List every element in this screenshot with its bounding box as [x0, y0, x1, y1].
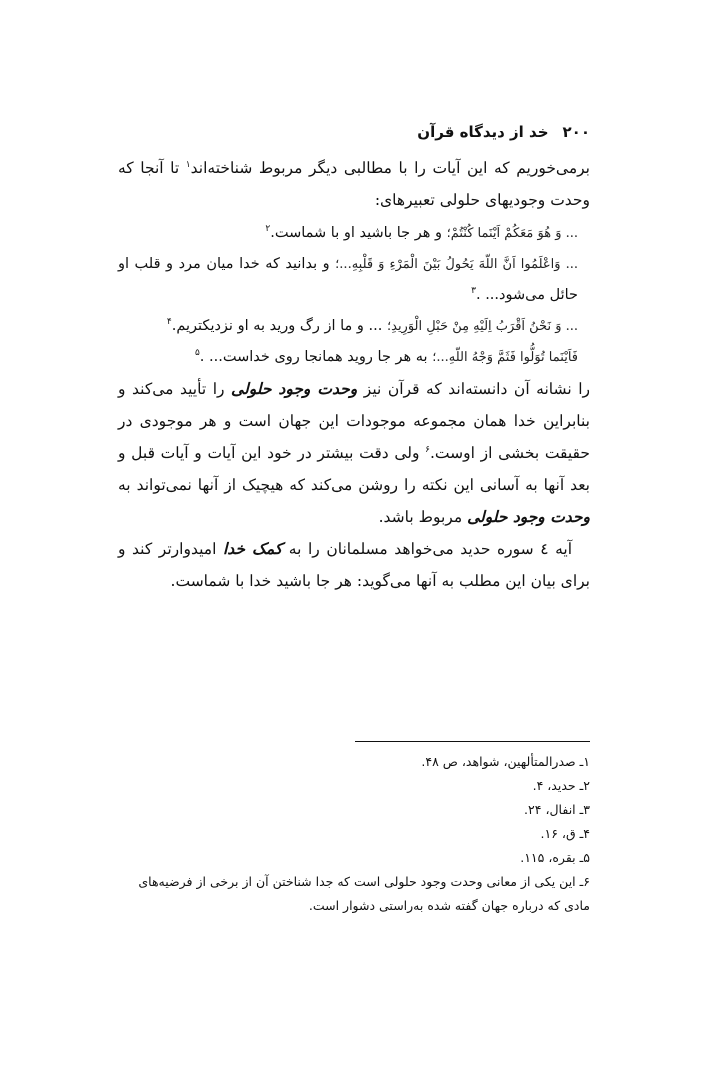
intro-text-a: برمی‌خوریم که این آیات را با مطالبی دیگر مربوط شناخته‌اند: [190, 159, 590, 177]
quote-2: [118, 249, 590, 311]
footnote-3: ۳ـ انفال، ۲۴.: [524, 802, 590, 817]
running-header: [118, 118, 590, 146]
footnote-ref-3: ۳: [471, 286, 476, 297]
footnote-1: ۱ـ صدرالمتألهین، شواهد، ص ۴۸.: [421, 754, 590, 769]
para2-emphasis-1: وحدت وجود حلولی: [231, 379, 358, 398]
para2-b: را تأیید می‌کند و بنابراین خدا همان مجموعه موجودات این جهان است و هر موجودی در حقیقت بخشی از اوست.: [118, 380, 590, 462]
quote-4: [118, 342, 590, 373]
footnote-4: ۴ـ ق، ۱۶.: [540, 826, 590, 841]
quote-3: [118, 311, 590, 342]
para3-emphasis: کمک خدا: [222, 539, 283, 558]
footnote-ref-5: ۵: [194, 348, 200, 359]
quote-4-arabic: فَاَيْنَما تُوَلُّوا فَثَمَّ وَجْهُ اللّهِ...؛: [432, 350, 578, 365]
paragraph-3: [118, 533, 590, 597]
footnote-ref-2: ۲: [265, 224, 271, 235]
footnote-divider: [355, 741, 590, 742]
para2-a: را نشانه آن دانسته‌اند که قرآن نیز: [357, 380, 590, 398]
quote-1-arabic: ... وَ هُوَ مَعَكُمْ اَيْنَما كُنْتُمْ؛: [446, 226, 578, 241]
para2-emphasis-2: وحدت وجود حلولی: [467, 507, 590, 526]
quote-3-arabic: ... وَ نَحْنُ اَقْرَبُ اِلَيْهِ مِنْ حَبْلِ الْوَرِيدِ؛: [386, 319, 578, 334]
quote-1-persian: و هر جا باشید او با شماست.: [270, 225, 447, 241]
para3-a: آیه ٤ سوره حدید می‌خواهد مسلمانان را به: [282, 540, 573, 558]
quote-2-arabic: ... وَاعْلَمُوا اَنَّ اللّهَ يَحُولُ بَيْنَ الْمَرْءِ وَ قَلْبِهِ...؛: [335, 257, 578, 272]
running-title: خد از دیدگاه قرآن: [417, 123, 549, 141]
footnotes: [118, 750, 590, 918]
footnote-6: ۶ـ این یکی از معانی وحدت وجود حلولی است که جدا شناختن آن از برخی از فرضیه‌های مادی که درباره جهان گفته شده به‌راستی دشوار است.: [138, 874, 590, 913]
footnote-5: ۵ـ بقره، ۱۱۵.: [520, 850, 590, 865]
footnote-ref-1: ۱: [185, 159, 191, 170]
main-text: [118, 152, 590, 597]
footnote-2: ۲ـ حدید، ۴.: [532, 778, 590, 793]
quote-3-persian: ... و ما از رگ ورید به او نزدیکتریم.: [171, 318, 387, 334]
footnote-ref-4: ۴: [166, 317, 172, 328]
intro-paragraph: [118, 152, 590, 216]
para2-c: ولی دقت بیشتر در خود این آیات و آیات قبل و بعد آنها به آسانی این نکته را روشن می‌کند که هیچیک از آنها نمی‌تواند به: [118, 444, 590, 494]
quote-4-persian: به هر جا روید همانجا روی خداست... .: [199, 349, 433, 365]
footnote-ref-6: ۶: [425, 444, 430, 455]
para2-d: مربوط باشد.: [378, 508, 468, 526]
quote-2-persian: و بدانید که خدا میان مرد و قلب او حائل می‌شود... .: [118, 256, 578, 303]
intro-text-b: تا آنجا که وحدت وجودیهای حلولی تعبیرهای:: [118, 159, 590, 209]
para3-b: امیدوارتر کند و برای بیان این مطلب به آنها می‌گوید: هر جا باشید خدا با شماست.: [118, 540, 590, 590]
paragraph-2: [118, 373, 590, 533]
quote-1: [118, 218, 590, 249]
page-number: ۲۰۰: [562, 123, 590, 141]
